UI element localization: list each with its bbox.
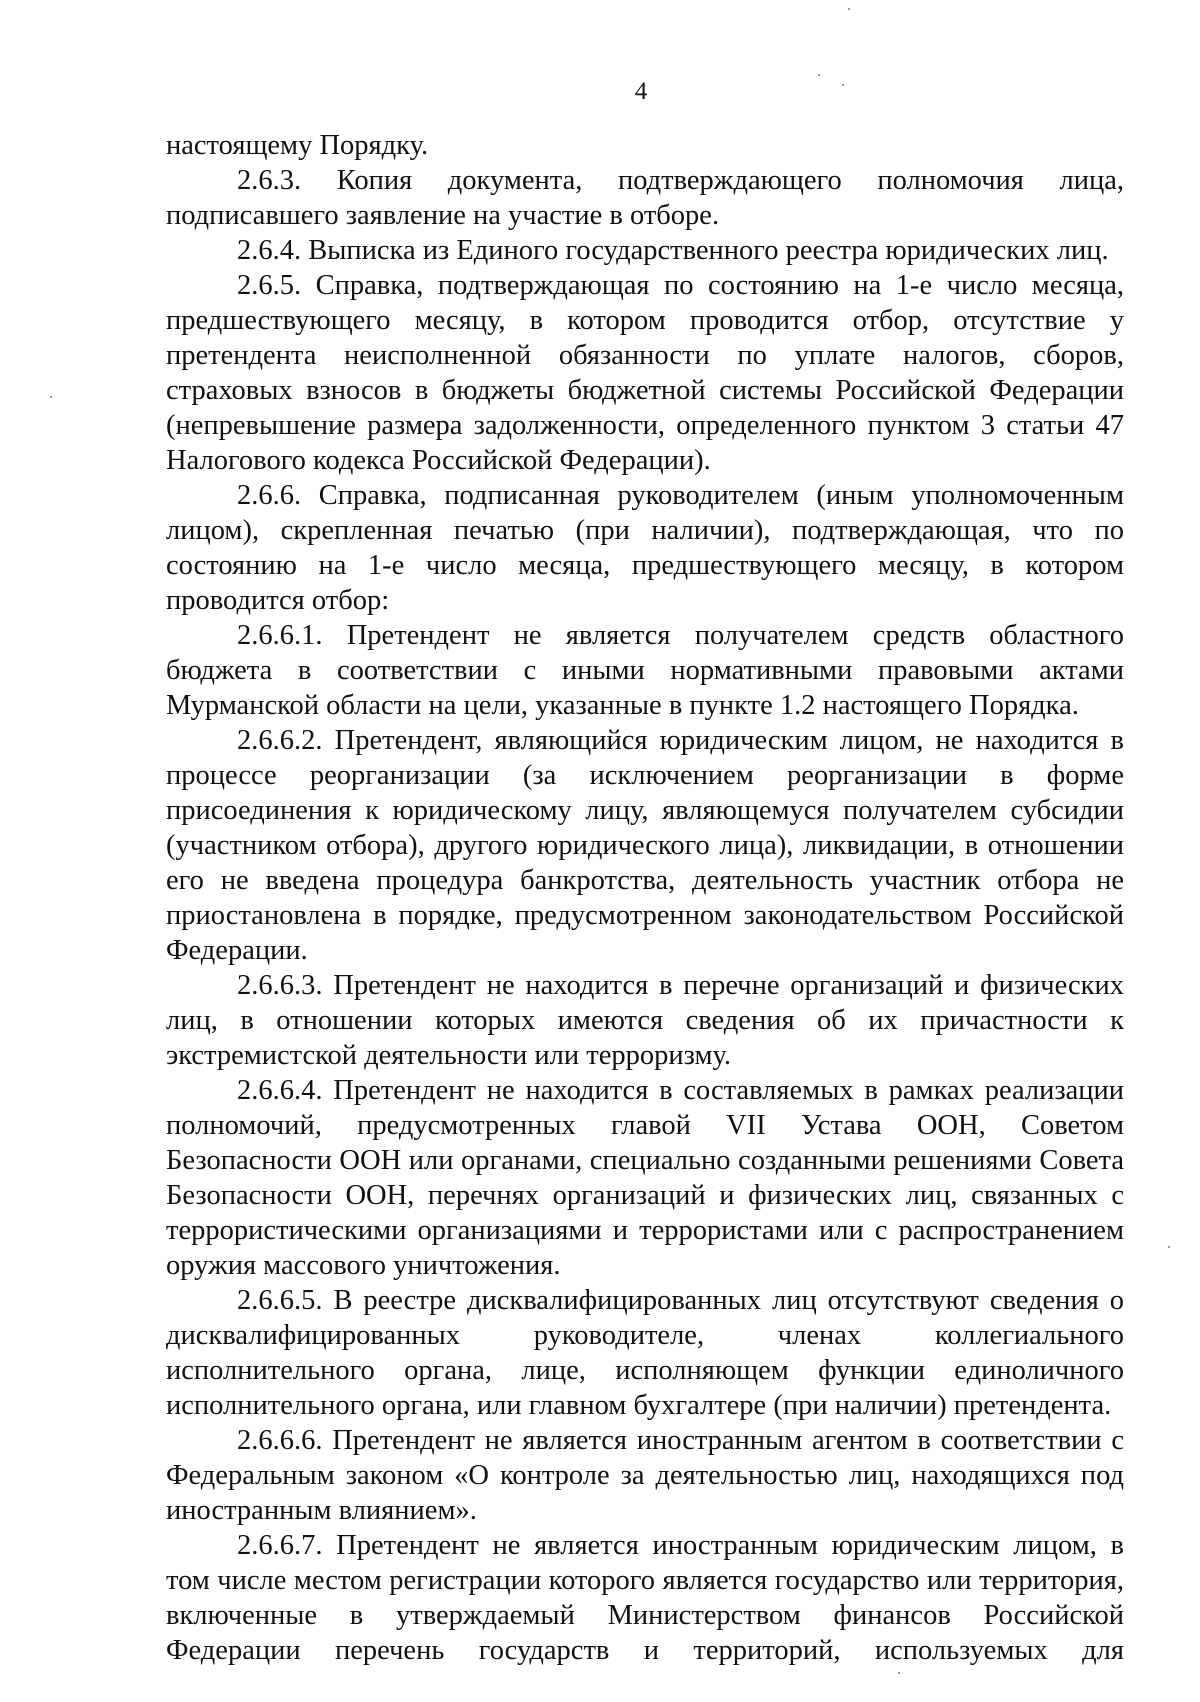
paragraph-2-6-6-1: 2.6.6.1. Претендент не является получателем средств областного бюджета в соответствии с иными нормативными правовыми актами Мурманской области на цели, указанные в пункте 1.2 настоящего Порядка.	[166, 620, 1124, 721]
paragraph-2-6-6-2: 2.6.6.2. Претендент, являющийся юридическим лицом, не находится в процессе реорганизации (за исключением реорганизации в форме присоединения к юридическому лицу, являющемуся получателем субсидии (участником отбора), другого юридического лица), ликвидации, в отношении его не введена процедура банкротства, деятельность участник отбора не приостановлена в порядке, предусмотренном законодательством Российской Федерации.	[166, 725, 1124, 966]
paragraph-2-6-6-3: 2.6.6.3. Претендент не находится в перечне организаций и физических лиц, в отношении которых имеются сведения об их причастности к экстремистской деятельности или терроризму.	[166, 970, 1124, 1071]
scan-speck	[848, 8, 850, 10]
paragraph-2-6-3: 2.6.3. Копия документа, подтверждающего полномочия лица, подписавшего заявление на участие в отборе.	[166, 165, 1124, 231]
paragraph-continuation: настоящему Порядку.	[166, 130, 429, 161]
paragraph-2-6-5: 2.6.5. Справка, подтверждающая по состоянию на 1-е число месяца, предшествующего месяцу, в котором проводится отбор, отсутствие у претендента неисполненной обязанности по уплате налогов, сборов, страховых взносов в бюджеты бюджетной системы Российской Федерации (непревышение размера задолженности, определенного пунктом 3 статьи 47 Налогового кодекса Российской Федерации).	[166, 270, 1124, 476]
paragraph-2-6-6-7: 2.6.6.7. Претендент не является иностранным юридическим лицом, в том числе местом регистрации которого является государство или территория, включенные в утверждаемый Министерством финансов Российской Федерации перечень государств и территорий, используемых для	[166, 1530, 1124, 1666]
page-number: 4	[634, 78, 648, 105]
paragraph-2-6-6-4: 2.6.6.4. Претендент не находится в составляемых в рамках реализации полномочий, предусмотренных главой VII Устава ООН, Советом Безопасности ООН или органами, специально созданными решениями Совета Безопасности ООН, перечнях организаций и физических лиц, связанных с террористическими организациями и террористами или с распространением оружия массового уничтожения.	[166, 1075, 1124, 1281]
paragraph-2-6-6-5: 2.6.6.5. В реестре дисквалифицированных лиц отсутствуют сведения о дисквалифицированных руководителе, членах коллегиального исполнительного органа, лице, исполняющем функции единоличного исполнительного органа, или главном бухгалтере (при наличии) претендента.	[166, 1285, 1124, 1421]
scan-speck	[898, 1672, 900, 1674]
paragraph-2-6-6-6: 2.6.6.6. Претендент не является иностранным агентом в соответствии с Федеральным законом «О контроле за деятельностью лиц, находящихся под иностранным влиянием».	[166, 1425, 1124, 1526]
paragraph-2-6-6: 2.6.6. Справка, подписанная руководителем (иным уполномоченным лицом), скрепленная печатью (при наличии), подтверждающая, что по состоянию на 1-е число месяца, предшествующего месяцу, в котором проводится отбор:	[166, 480, 1124, 616]
paragraph-2-6-4: 2.6.4. Выписка из Единого государственного реестра юридических лиц.	[237, 235, 1109, 266]
scan-speck	[818, 74, 820, 76]
document-body	[166, 128, 1124, 1668]
scan-speck	[50, 396, 52, 398]
scan-speck	[1168, 1246, 1170, 1248]
scan-speck	[842, 84, 844, 86]
